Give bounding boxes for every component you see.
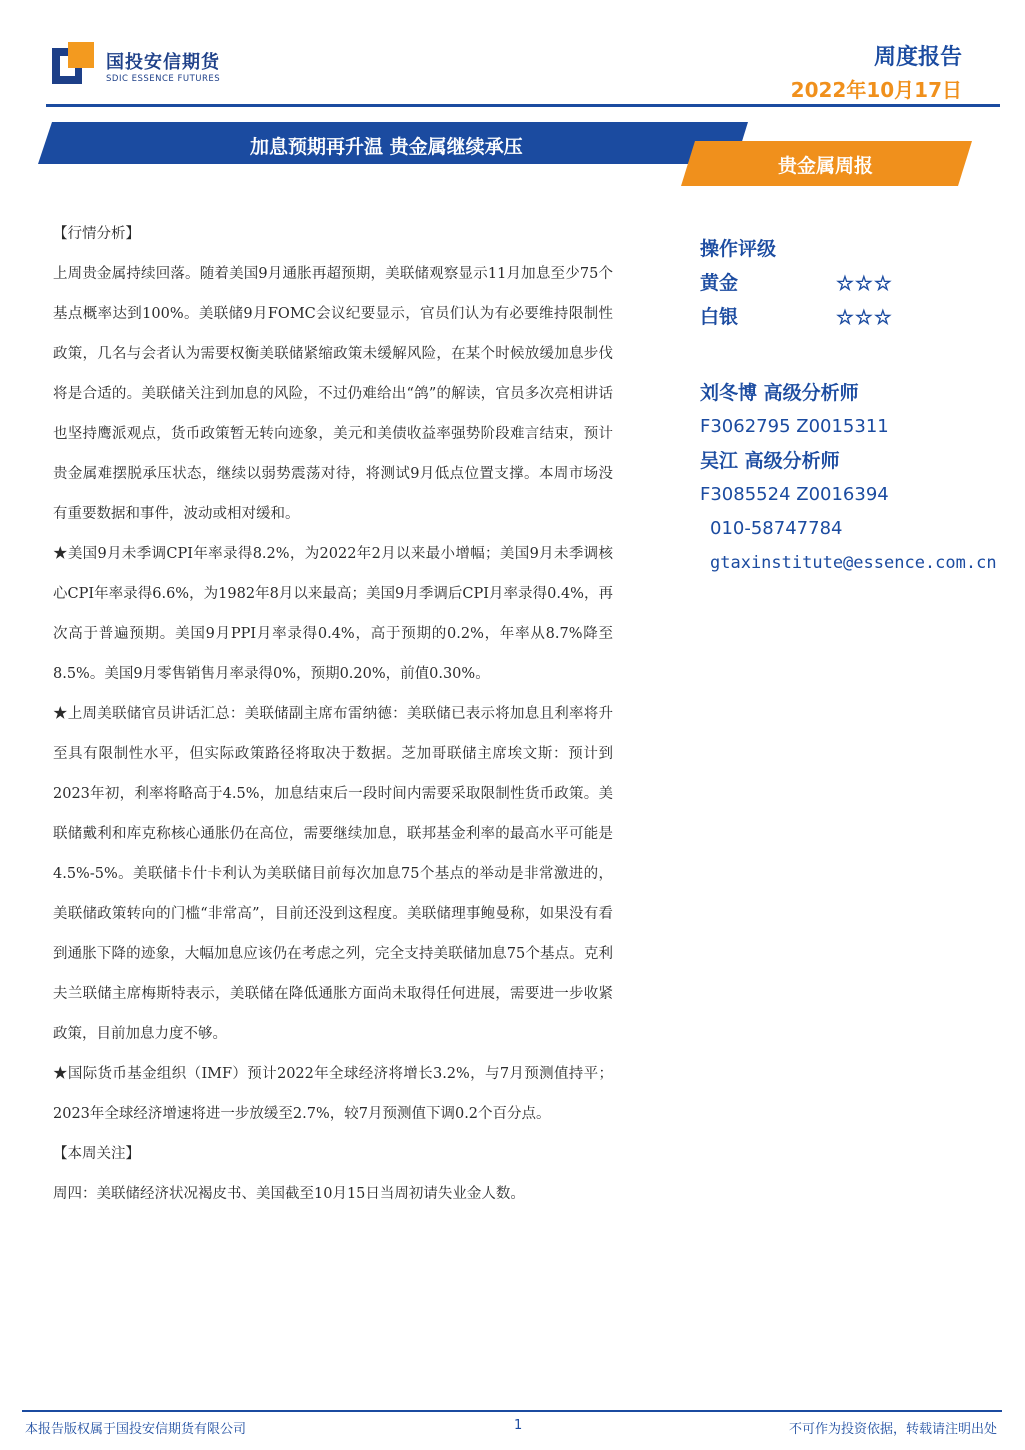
paragraph-us-inflation-data: ★美国9月未季调CPI年率录得8.2%，为2022年2月以来最小增幅；美国9月未季调核心CPI年率录得6.6%，为1982年8月以来最高；美国9月季调后CPI月率录得0.4%，再次高于普遍预期。美国9月PPI月率录得0.4%，高于预期的0.2%，年率从8.7%降至8.5%。美国9月零售销售月率录得0%，预期0.20%，前值0.30%。	[53, 546, 613, 682]
rating-name: 白银	[700, 306, 739, 328]
paragraph-weekly-events: 周四：美联储经济状况褐皮书、美国截至10月15日当周初请失业金人数。	[53, 1186, 525, 1202]
footer-divider	[22, 1410, 1002, 1412]
logo-english-name: SDIC ESSENCE FUTURES	[106, 74, 221, 84]
page-number: 1	[514, 1418, 523, 1433]
main-content	[53, 214, 613, 1214]
logo-chinese-name: 国投安信期货	[106, 52, 220, 73]
sidebar	[700, 232, 1025, 580]
rating-row-gold	[700, 266, 1025, 300]
report-category-tag: 贵金属周报	[778, 155, 874, 177]
section-heading-market-analysis: 【行情分析】	[53, 226, 140, 242]
rating-name: 黄金	[700, 272, 739, 294]
report-type: 周度报告	[873, 45, 962, 70]
footer-copyright: 本报告版权属于国投安信期货有限公司	[25, 1422, 247, 1437]
star-rating-icon: ☆☆☆	[836, 271, 893, 295]
rating-title: 操作评级	[700, 238, 777, 260]
footer-disclaimer: 不可作为投资依据，转载请注明出处	[788, 1422, 997, 1437]
contact-email[interactable]: gtaxinstitute@essence.com.cn	[710, 553, 997, 573]
analyst-name-title: 吴江 高级分析师	[700, 450, 840, 472]
header-divider	[46, 104, 1000, 107]
analyst-license-ids: F3062795 Z0015311	[700, 416, 889, 437]
paragraph-fed-officials-speeches: ★上周美联储官员讲话汇总：美联储副主席布雷纳德：美联储已表示将加息且利率将升至具有限制性水平，但实际政策路径将取决于数据。芝加哥联储主席埃文斯：预计到2023年初，利率将略高于4.5%，加息结束后一段时间内需要采取限制性货币政策。美联储戴利和库克称核心通胀仍在高位，需要继续加息，联邦基金利率的最高水平可能是4.5%-5%。美联储卡什卡利认为美联储目前每次加息75个基点的举动是非常激进的，美联储政策转向的门槛“非常高”，目前还没到这程度。美联储理事鲍曼称，如果没有看到通胀下降的迹象，大幅加息应该仍在考虑之列，完全支持美联储加息75个基点。克利夫兰联储主席梅斯特表示，美联储在降低通胀方面尚未取得任何进展，需要进一步收紧政策，目前加息力度不够。	[53, 706, 613, 1042]
contact-phone: 010-58747784	[710, 518, 843, 539]
logo-mark-icon	[52, 42, 94, 84]
analyst-license-ids: F3085524 Z0016394	[700, 484, 889, 505]
paragraph-imf-forecast: ★国际货币基金组织（IMF）预计2022年全球经济将增长3.2%，与7月预测值持平；2023年全球经济增速将进一步放缓至2.7%，较7月预测值下调0.2个百分点。	[53, 1066, 613, 1122]
star-rating-icon: ☆☆☆	[836, 305, 893, 329]
rating-row-silver	[700, 300, 1025, 334]
analyst-name-title: 刘冬博 高级分析师	[700, 382, 859, 404]
report-date: 2022年10月17日	[790, 78, 962, 102]
analyst-info	[700, 376, 1025, 580]
paragraph-market-summary: 上周贵金属持续回落。随着美国9月通胀再超预期，美联储观察显示11月加息至少75个基点概率达到100%。美联储9月FOMC会议纪要显示，官员们认为有必要维持限制性政策，几名与会者认为需要权衡美联储紧缩政策未缓解风险，在某个时候放缓加息步伐将是合适的。美联储关注到加息的风险，不过仍难给出“鸽”的解读，官员多次亮相讲话也坚持鹰派观点，货币政策暂无转向迹象，美元和美债收益率强势阶段难言结束，预计贵金属难摆脱承压状态，继续以弱势震荡对待，将测试9月低点位置支撑。本周市场没有重要数据和事件，波动或相对缓和。	[53, 266, 613, 522]
section-heading-weekly-focus: 【本周关注】	[53, 1146, 140, 1162]
report-title: 加息预期再升温 贵金属继续承压	[250, 136, 523, 158]
company-logo	[52, 40, 242, 90]
